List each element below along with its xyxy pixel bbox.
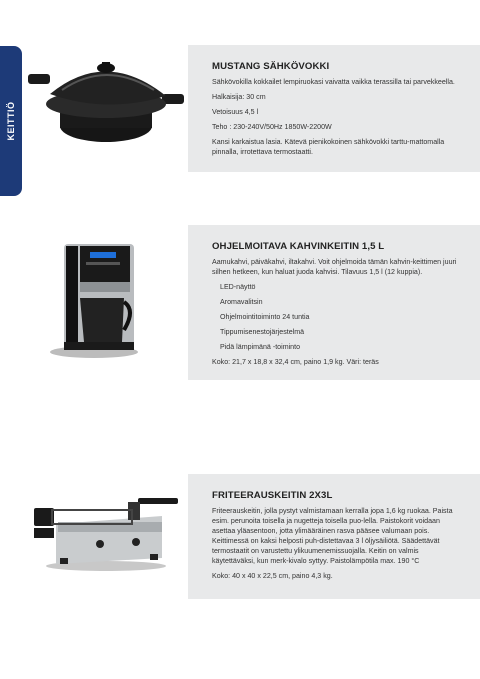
fryer-info-panel (188, 474, 480, 599)
product-spec: Vetoisuus 4,5 l (212, 108, 259, 116)
product-description: Aamukahvi, päiväkahvi, iltakahvi. Voit ohjelmoida tämän kahvin-keittimen juuri silhen hetkeen, kun haluat juoda kahvisi. Tilavuus 1,5 l (12 kuppia). (212, 258, 457, 276)
product-title: FRITEERAUSKEITIN 2X3L (212, 490, 333, 501)
product-spec: Halkaisija: 30 cm (212, 93, 266, 101)
product-spec: Koko: 40 x 40 x 22,5 cm, paino 4,3 kg. (212, 572, 333, 580)
product-spec: Teho : 230-240V/50Hz 1850W-2200W (212, 123, 332, 131)
feature-item: LED-näyttö (220, 283, 256, 291)
feature-item: Pidä lämpimänä -toiminto (220, 343, 301, 351)
fryer-image (28, 494, 184, 574)
product-description: Friteerauskeitin, jolla pystyt valmistamaan kerralla jopa 1,6 kg ruokaa. Paista esim. perunoita toisella ja nugetteja toisella puo-lella. Paistokorit voidaan asettaa yläasentoon, jotta ylimääräinen rasva pääsee valumaan pois. Keittimessä on kaksi helposti puh-distettavaa 3 l öljysäiliötä. Säädettävät termostaatit on varustettu ylikuumenemissuojalla. Keitin on valmis käytettäväksi, kun merk-kivalo syttyy. Paistolämpötila max. 190 °C (212, 507, 453, 565)
coffee-maker-info-panel (188, 225, 480, 380)
product-spec: Koko: 21,7 x 18,8 x 32,4 cm, paino 1,9 kg. Väri: teräs (212, 358, 379, 366)
section-tab-label: KEITTIÖ (6, 101, 16, 141)
product-title: MUSTANG SÄHKÖVOKKI (212, 61, 330, 72)
feature-item: Tippumisenestojärjestelmä (220, 328, 305, 336)
section-tab (0, 46, 22, 196)
wok-image (28, 58, 184, 148)
wok-info-panel (188, 45, 480, 172)
product-description: Sähkövokilla kokkailet lempiruokasi vaivatta vaikka terassilla tai parvekkeella. (212, 78, 455, 86)
feature-item: Ohjelmointitoiminto 24 tuntia (220, 313, 310, 321)
product-title: OHJELMOITAVA KAHVINKEITIN 1,5 L (212, 241, 385, 252)
product-description: Kansi karkaistua lasia. Kätevä pienikokoinen sähkövokki tarttu-mattomalla pinnalla, irrotettava termostaatti. (212, 138, 445, 156)
coffee-maker-image (28, 240, 184, 360)
feature-item: Aromavalitsin (220, 298, 263, 306)
